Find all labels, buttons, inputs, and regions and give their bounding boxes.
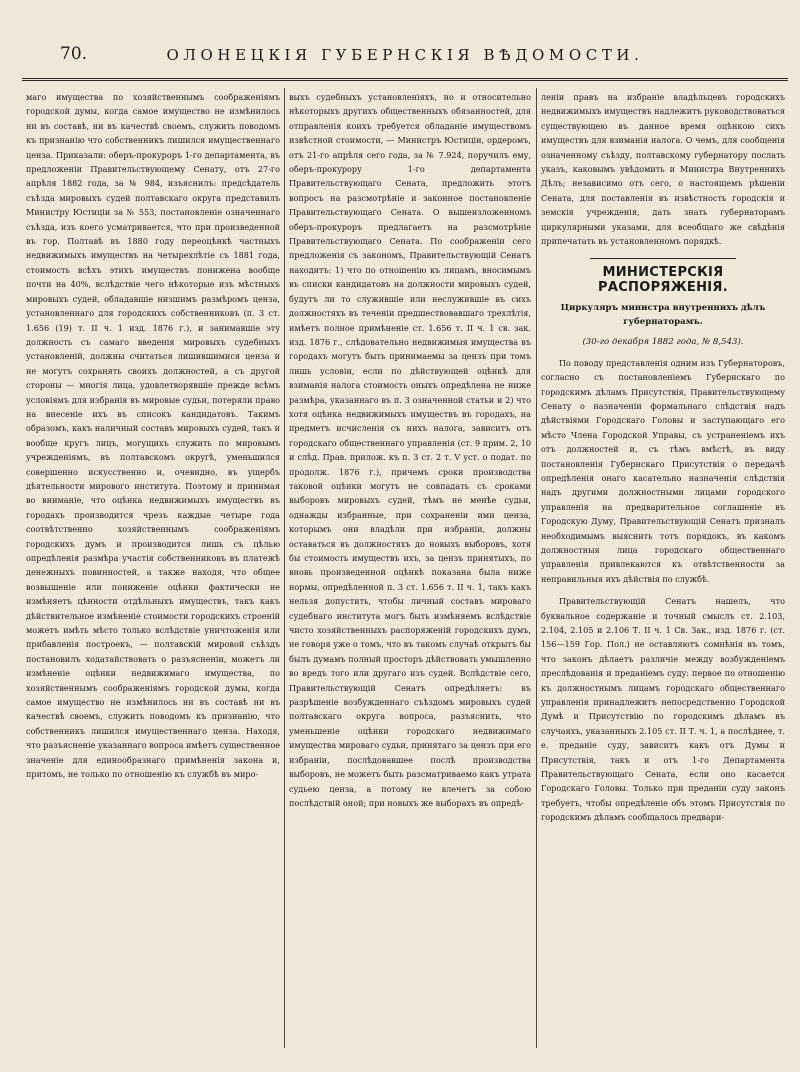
circular-date: (30-го декабря 1882 года, № 8,543). xyxy=(582,337,744,348)
column-divider xyxy=(284,88,285,1048)
column-2-text: выхъ судебныхъ установленіяхъ, но и относительно нѣкоторыхъ другихъ общественныхъ обязанностей, для отправленія коихъ требуется обладаніе имуществомъ извѣстной стоимости, — Министръ Юстиціи, ордеромъ, отъ 21-го апрѣля сего года, за № 7.924, поручилъ ему, оберъ-прокурору 1-го департамента Правительствующаго Сената, предложить этотъ вопросъ на разсмотрѣніе и законное постановленіе Правительствующаго Сената. О вышеизложенномъ оберъ-прокуроръ предлагаетъ на разсмотрѣніе Правительствующаго Сената. По соображеніи сего предложенія съ закономъ, Правительствующій Сенатъ находитъ: 1) что по отношенію къ лицамъ, вносимымъ въ списки кандидатовъ на должности мировыхъ судей, будутъ ли то служившіе или неслужившіе въ сихъ должностяхъ въ теченіи предшествовавшаго трехлѣтія, имѣетъ полное примѣненіе ст. 1.656 т. II ч. 1 св. зак. изд. 1876 г., слѣдовательно недвижимыя имущества въ городахъ могутъ быть принимаемы за цензъ при томъ лишь условіи, если по дѣйствующей оцѣнкѣ для взиманія налога стоимость оныхъ опредѣлена не ниже размѣра, указаннаго въ п. 3 означенной статьи и 2) что хотя оцѣнка недвижимыхъ имуществъ въ городахъ, на предметъ исчисленія съ нихъ налога, зависитъ отъ городскаго общественнаго управленія (ст. 9 прим. 2, 10 и слѣд. Прав. прилож. къ п. 3 ст. 2 т. V уст. о подат. по продолж. 1876 г.), причемъ сроки производства таковой оцѣнки могутъ не совпадать съ сроками выборовъ мировыхъ судей, тѣмъ не менѣе судьи, однажды избранные, при сохраненіи ими ценза, которымъ они владѣли при избраніи, должны оставаться въ должностяхъ до новыхъ выборовъ, хотя бы стоимость имуществъ ихъ, за цензъ принятыхъ, по вновь произведенной оцѣнкѣ показана была ниже нормы, опредѣленной п. 3 ст. 1.656 т. II ч. 1, такъ какъ нельзя допустить, чтобы личный составъ мироваго судебнаго института могъ быть измѣняемъ вслѣдствіе чисто хозяйственныхъ распоряженій городскихъ думъ, не говоря уже о томъ, что въ такомъ случаѣ открытъ бы былъ думамъ полный просторъ дѣйствовать умышленно во вредъ того или другаго изъ судей. Вслѣдствіе сего, Правительствующій Сенатъ опредѣляетъ: въ разрѣшеніе возбужденнаго съѣздомъ мировыхъ судей полтавскаго округа вопроса, разъяснить, что уменьшеніе оцѣнки городскаго недвижимаго имущества мироваго судьи, принятаго за цензъ при его избраніи, послѣдовавшее послѣ производства выборовъ, не можетъ быть разсматриваемо какъ утрата судьею ценза, а потому не влечетъ за собою послѣдствій оной; при новыхъ же выборахъ въ опредѣ- xyxy=(289,92,531,808)
page-header xyxy=(22,44,788,74)
page-number: 70. xyxy=(60,44,88,64)
circular-heading: Циркуляръ министра внутреннихъ дѣлъ губернаторамъ. xyxy=(560,303,766,328)
column-1 xyxy=(26,90,280,1042)
header-rule xyxy=(22,78,788,81)
column-divider xyxy=(536,88,537,1048)
section-title: МИНИСТЕРСКІЯ РАСПОРЯЖЕНІЯ. xyxy=(598,265,728,295)
column-1-text: маго имущества по хозяйственнымъ соображеніямъ городской думы, когда самое имущество не измѣнилось ни въ составѣ, ни въ качествѣ своемъ, служить поводомъ къ признанію что собственникъ лишился имущественнаго ценза. Приказали: оберъ-прокуроръ 1-го департамента, въ предложеніи Правительствующему Сенату, отъ 27-го апрѣля 1882 года, за № 984, изъяснилъ: предсѣдатель съѣзда мировыхъ судей полтавскаго округа представилъ Министру Юстиціи за № 553, постановленіе означеннаго съѣзда, изъ коего усматривается, что при произведенной въ гор. Полтавѣ въ 1880 году переоцѣнкѣ частныхъ недвижимыхъ имуществъ на четырехлѣтіе съ 1881 года, стоимость всѣхъ этихъ имуществъ понижена вообще почти на 40%, вслѣдствіе чего нѣкоторые изъ мѣстныхъ мировыхъ судей, обладавшіе низшимъ размѣромъ ценза, установленнаго для городскихъ собственниковъ (п. 3 ст. 1.656 (19) т. II ч. 1 изд. 1876 г.), и занимавшіе эту должность съ самаго введенія мировыхъ судебныхъ установленій, должны считаться лишившимися ценза и не могутъ сохранять своихъ должностей, а съ другой стороны — многія лица, удовлетворявшіе прежде всѣмъ условіямъ для избранія въ мировые судьи, потеряли право на внесеніе ихъ въ списокъ кандидатовъ. Такимъ образомъ, какъ наличный составъ мировыхъ судей, такъ и вообще кругъ лицъ, могущихъ служить по мировымъ учрежденіямъ, въ полтавскомъ округѣ, уменьшился совершенно искусственно и, очевидно, въ ущербъ дѣятельности мирового института. Поэтому и принимая во вниманіе, что оцѣнка недвижимыхъ имуществъ въ городахъ производится чрезъ каждые четыре года соотвѣтственно хозяйственнымъ соображеніямъ городскихъ думъ и производится лишь съ цѣлью опредѣленія размѣра участія собственниковъ въ платежѣ денежныхъ повинностей, а также находя, что общее возвышеніе или пониженіе оцѣнки фактически не измѣняетъ цѣнности отдѣльныхъ имуществъ, такъ какъ дѣйствительное измѣненіе стоимости городскихъ строеній можетъ имѣть мѣсто только вслѣдствіе уничтоженія или прибавленія построекъ, — полтавскій мировой съѣздъ постановилъ ходатайствовать о разъясненіи, можетъ ли измѣненіе оцѣнки недвижимаго имущества, по хозяйственнымъ соображеніямъ городской думы, когда самое имущество не измѣнилось ни въ составѣ ни въ качествѣ своемъ, служить поводомъ къ признанію, что собственникъ лишился имущественнаго ценза. Находя, что разъясненіе указаннаго вопроса имѣетъ существенное значеніе для единообразнаго примѣненія закона и, притомъ, не только по отношенію къ службѣ въ миро- xyxy=(26,92,280,780)
column-2 xyxy=(289,90,531,1042)
section-divider xyxy=(590,258,736,259)
column-3 xyxy=(541,90,785,1042)
journal-title: ОЛОНЕЦКІЯ ГУБЕРНСКІЯ ВѢДОМОСТИ. xyxy=(166,46,644,64)
circular-paragraph-2: Правительствующій Сенатъ нашелъ, что буквальное содержаніе и точный смыслъ ст. 2.103, 2.104, 2.105 и 2.106 Т. II ч. 1 Св. Зак., изд. 1876 г. (ст. 156—159 Гор. Пол.) не оставляютъ сомнѣнія въ томъ, что законъ дѣлаетъ различіе между возбужденіемъ преслѣдованія и преданіемъ суду: первое по отношенію къ должностнымъ лицамъ городскаго общественнаго управленія принадлежитъ непосредственно Городской Думѣ и Присутствію по городскимъ дѣламъ въ случаяхъ, указанныхъ 2.105 ст. II Т. ч. 1, а послѣднее, т. е. преданіе суду, зависитъ какъ отъ Думы и Присутствія, такъ и отъ 1-го Департамента Правительствующаго Сената, если оно касается Городскаго Головы. Только при преданіи суду законъ требуетъ, чтобы опредѣленіе объ этомъ Присутствія по городскимъ дѣламъ сообщалось предвари- xyxy=(541,596,785,823)
circular-paragraph-1: По поводу представленія одним изъ Губернаторовъ, согласно съ постановленіемъ Губернскаго по городскимъ дѣламъ Присутствія, Правительствующему Сенату о назначеніи формальнаго слѣдствія надъ дѣйствіями Городскаго Головы и заступающаго его мѣсто Члена Городской Управы, съ устраненіемъ ихъ отъ должностей и, съ тѣмъ вмѣстѣ, въ виду постановленія Губернскаго Присутствія о передачѣ опредѣленія онаго касательно назначенія слѣдствія надъ другими должностными лицами городского управленія на предварительное соглашеніе въ Городскую Думу, Правительствующій Сенатъ призналъ необходимымъ выяснить тотъ порядокъ, въ какомъ должностныя лица городскаго общественнаго управленія привлекаются къ отвѣтственности за неправильныя ихъ дѣйствія по службѣ. xyxy=(541,357,785,584)
senate-decision-end: леніи правъ на избраніе владѣльцевъ городскихъ недвижимыхъ имуществъ надлежитъ руководствоваться существующею въ данное время оцѣнкою сихъ имуществъ для взиманія налога. О чемъ, для сообщенія означенному съѣзду, полтавскому губернатору послать указъ, каковымъ увѣдомить и Министра Внутреннихъ Дѣлъ; независимо отъ сего, о настоящемъ рѣшеніи Сената, для поставленія въ извѣстность городскія и земскія учрежденія, дать знать губернаторамъ циркулярными указами, для всеобщаго же свѣдѣнія припечатать въ установленномъ порядкѣ. xyxy=(541,92,785,247)
